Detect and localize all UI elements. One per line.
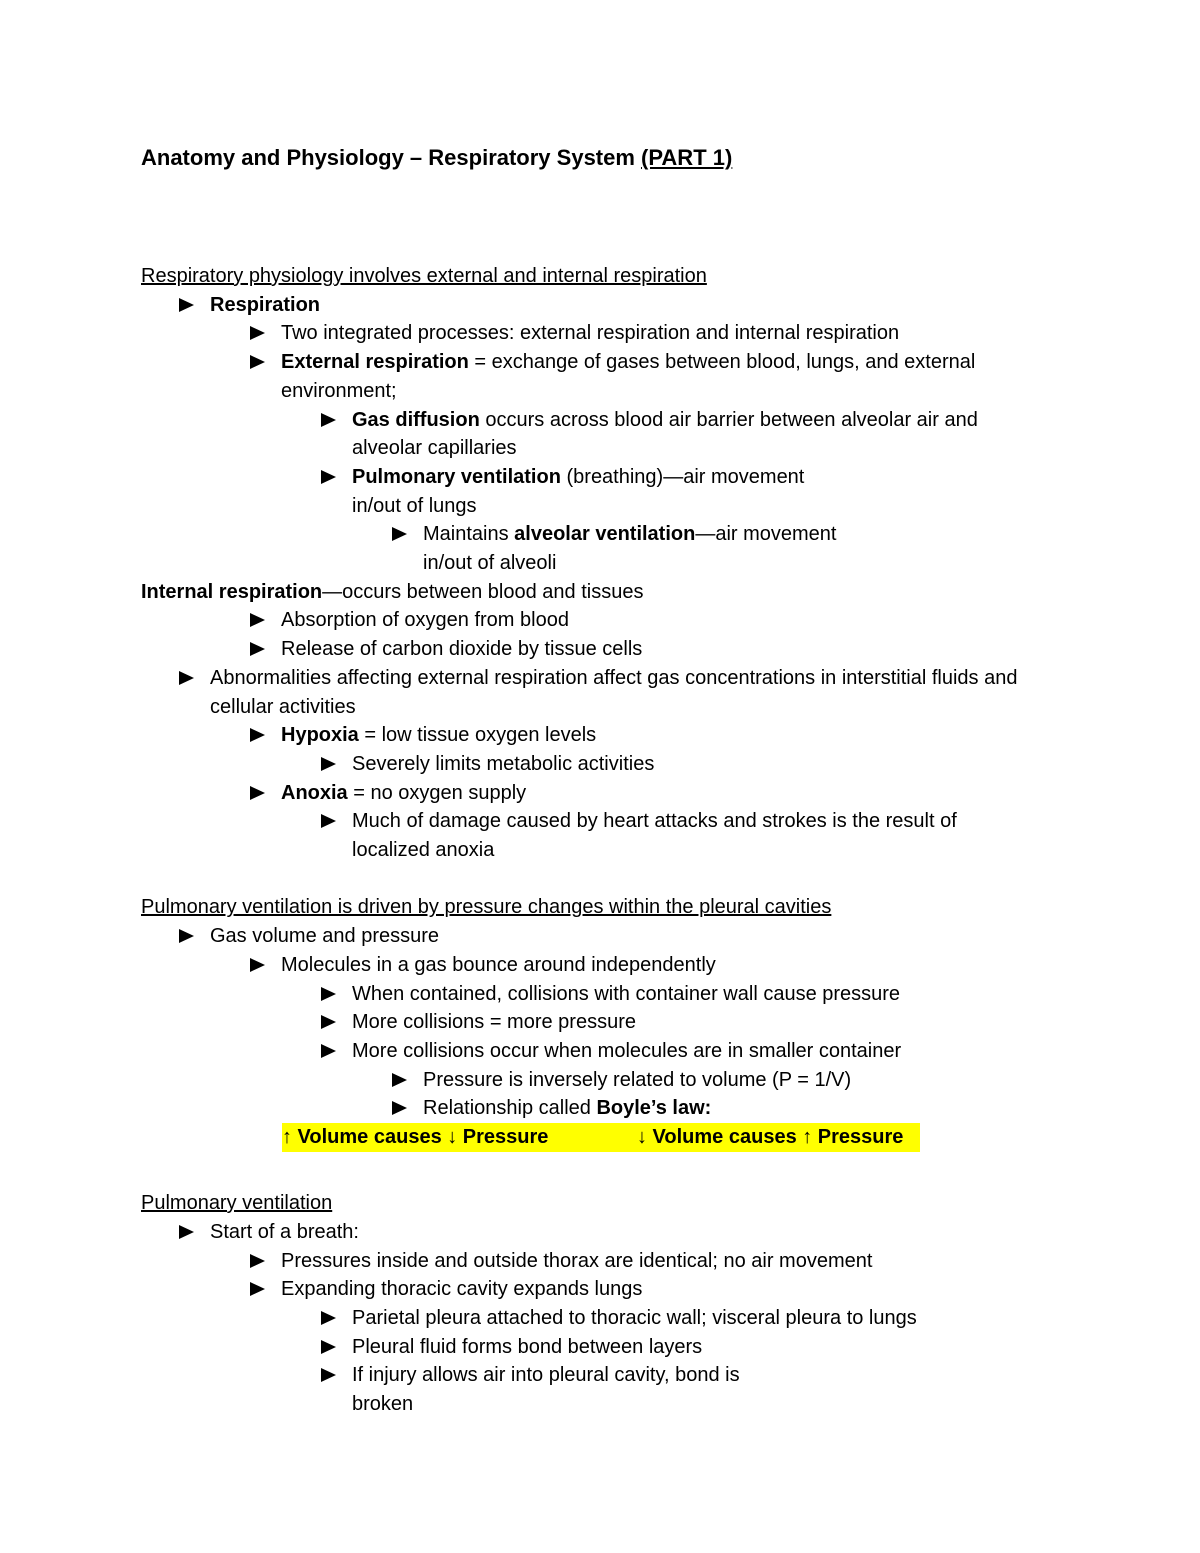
list-item	[250, 348, 1081, 405]
list-item	[179, 922, 1081, 951]
arrow-bullet-icon	[179, 929, 194, 943]
item-text: Pressure is inversely related to volume (P = 1/V)	[423, 1068, 852, 1091]
arrow-bullet-icon	[392, 527, 407, 541]
arrow-bullet-icon	[321, 1340, 336, 1354]
item-text: Start of a breath:	[210, 1220, 359, 1243]
term: Hypoxia	[281, 724, 359, 747]
term: alveolar ventilation	[514, 523, 696, 546]
arrow-bullet-icon	[321, 814, 336, 828]
highlight-box	[282, 1123, 920, 1152]
title-main: Anatomy and Physiology – Respiratory System	[141, 145, 642, 170]
definition: = exchange of gases between blood, lungs, and external environment;	[281, 351, 976, 402]
arrow-bullet-icon	[250, 355, 265, 369]
list-item	[250, 319, 1081, 348]
arrow-bullet-icon	[250, 728, 265, 742]
term: Anoxia	[281, 781, 348, 804]
arrow-bullet-icon	[321, 1368, 336, 1382]
arrow-bullet-icon	[321, 757, 336, 771]
term: External respiration	[281, 351, 469, 374]
list-item	[392, 1066, 1081, 1095]
list-item	[321, 1008, 1081, 1037]
arrow-bullet-icon	[250, 958, 265, 972]
page-title	[141, 143, 732, 173]
item-text: Relationship called	[423, 1097, 597, 1120]
list-item	[321, 463, 1081, 520]
item-text: Two integrated processes: external respiration and internal respiration	[281, 322, 900, 345]
item-text: Absorption of oxygen from blood	[281, 609, 569, 632]
arrow-bullet-icon	[321, 987, 336, 1001]
list-item	[321, 1037, 1081, 1066]
term: Boyle’s law:	[596, 1097, 712, 1120]
volume-decrease-text: ↓ Volume causes ↑ Pressure	[637, 1126, 904, 1149]
spacer	[141, 1160, 1081, 1189]
list-item	[250, 606, 1081, 635]
arrow-bullet-icon	[321, 1044, 336, 1058]
list-item	[321, 807, 1081, 864]
arrow-bullet-icon	[250, 326, 265, 340]
item-text: Maintains	[423, 523, 515, 546]
item-text: Pressures inside and outside thorax are identical; no air movement	[281, 1249, 873, 1272]
item-text: Gas volume and pressure	[210, 925, 440, 948]
list-item	[321, 1304, 1081, 1333]
item-text: Severely limits metabolic activities	[352, 752, 655, 775]
section-heading-pulmonary-ventilation-driven: Pulmonary ventilation is driven by pressure changes within the pleural cavities	[141, 896, 832, 919]
arrow-bullet-icon	[392, 1073, 407, 1087]
arrow-bullet-icon	[250, 642, 265, 656]
list-item	[392, 520, 1081, 577]
arrow-bullet-icon	[179, 1225, 194, 1239]
arrow-bullet-icon	[179, 671, 194, 685]
term: Pulmonary ventilation	[352, 465, 561, 488]
list-item	[321, 1361, 1081, 1418]
arrow-bullet-icon	[250, 1282, 265, 1296]
section-heading-pulmonary-ventilation: Pulmonary ventilation	[141, 1192, 333, 1215]
definition: —occurs between blood and tissues	[322, 580, 644, 603]
list-item	[392, 1094, 1081, 1123]
section-heading-respiratory-physiology: Respiratory physiology involves external and internal respiration	[141, 265, 707, 287]
title-part: (PART 1)	[641, 145, 733, 170]
definition: = no oxygen supply	[347, 781, 527, 804]
list-item	[250, 1247, 1081, 1276]
item-text: Molecules in a gas bounce around independently	[281, 953, 716, 976]
arrow-bullet-icon	[321, 470, 336, 484]
item-text: Abnormalities affecting external respiration affect gas concentrations in interstitial fluids and cellular activities	[210, 666, 1018, 718]
definition: —air movement in/out of alveoli	[423, 523, 837, 575]
definition: occurs across blood air barrier between alveolar air and alveolar capillaries	[352, 408, 978, 460]
arrow-bullet-icon	[321, 1015, 336, 1029]
item-text: If injury allows air into pleural cavity, bond is broken	[352, 1364, 740, 1416]
definition: (breathing)—air movement in/out of lungs	[352, 465, 805, 517]
item-text: More collisions occur when molecules are in smaller container	[352, 1039, 902, 1062]
list-item	[250, 721, 1081, 750]
arrow-bullet-icon	[321, 413, 336, 427]
document-body	[141, 262, 1081, 1419]
list-item	[321, 1333, 1081, 1362]
list-item	[179, 664, 1081, 721]
term: Internal respiration	[141, 580, 323, 603]
arrow-bullet-icon	[321, 1311, 336, 1325]
item-label: Respiration	[210, 293, 321, 316]
item-text: When contained, collisions with container wall cause pressure	[352, 982, 901, 1005]
list-item	[250, 1275, 1081, 1304]
item-text: More collisions = more pressure	[352, 1011, 636, 1034]
spacer	[141, 865, 1081, 894]
list-item	[321, 406, 1081, 463]
arrow-bullet-icon	[250, 786, 265, 800]
item-text: Release of carbon dioxide by tissue cells	[281, 638, 643, 661]
list-item	[321, 750, 1081, 779]
definition: = low tissue oxygen levels	[358, 724, 597, 747]
list-item	[250, 635, 1081, 664]
arrow-bullet-icon	[250, 1254, 265, 1268]
item-text: Much of damage caused by heart attacks and strokes is the result of localized anoxia	[352, 810, 957, 862]
item-text: Expanding thoracic cavity expands lungs	[281, 1278, 643, 1301]
volume-increase-text: ↑ Volume causes ↓ Pressure	[282, 1126, 549, 1149]
arrow-bullet-icon	[392, 1101, 407, 1115]
list-item	[321, 980, 1081, 1009]
list-item	[250, 779, 1081, 808]
arrow-bullet-icon	[179, 298, 194, 312]
arrow-bullet-icon	[250, 613, 265, 627]
item-text: Parietal pleura attached to thoracic wall; visceral pleura to lungs	[352, 1306, 917, 1329]
item-text: Pleural fluid forms bond between layers	[352, 1335, 703, 1358]
list-item	[250, 951, 1081, 980]
boyles-law-highlight-row	[282, 1123, 1081, 1160]
term: Gas diffusion	[352, 408, 480, 431]
list-item	[179, 1218, 1081, 1247]
list-item	[179, 291, 1081, 320]
internal-respiration-line	[141, 578, 1081, 607]
